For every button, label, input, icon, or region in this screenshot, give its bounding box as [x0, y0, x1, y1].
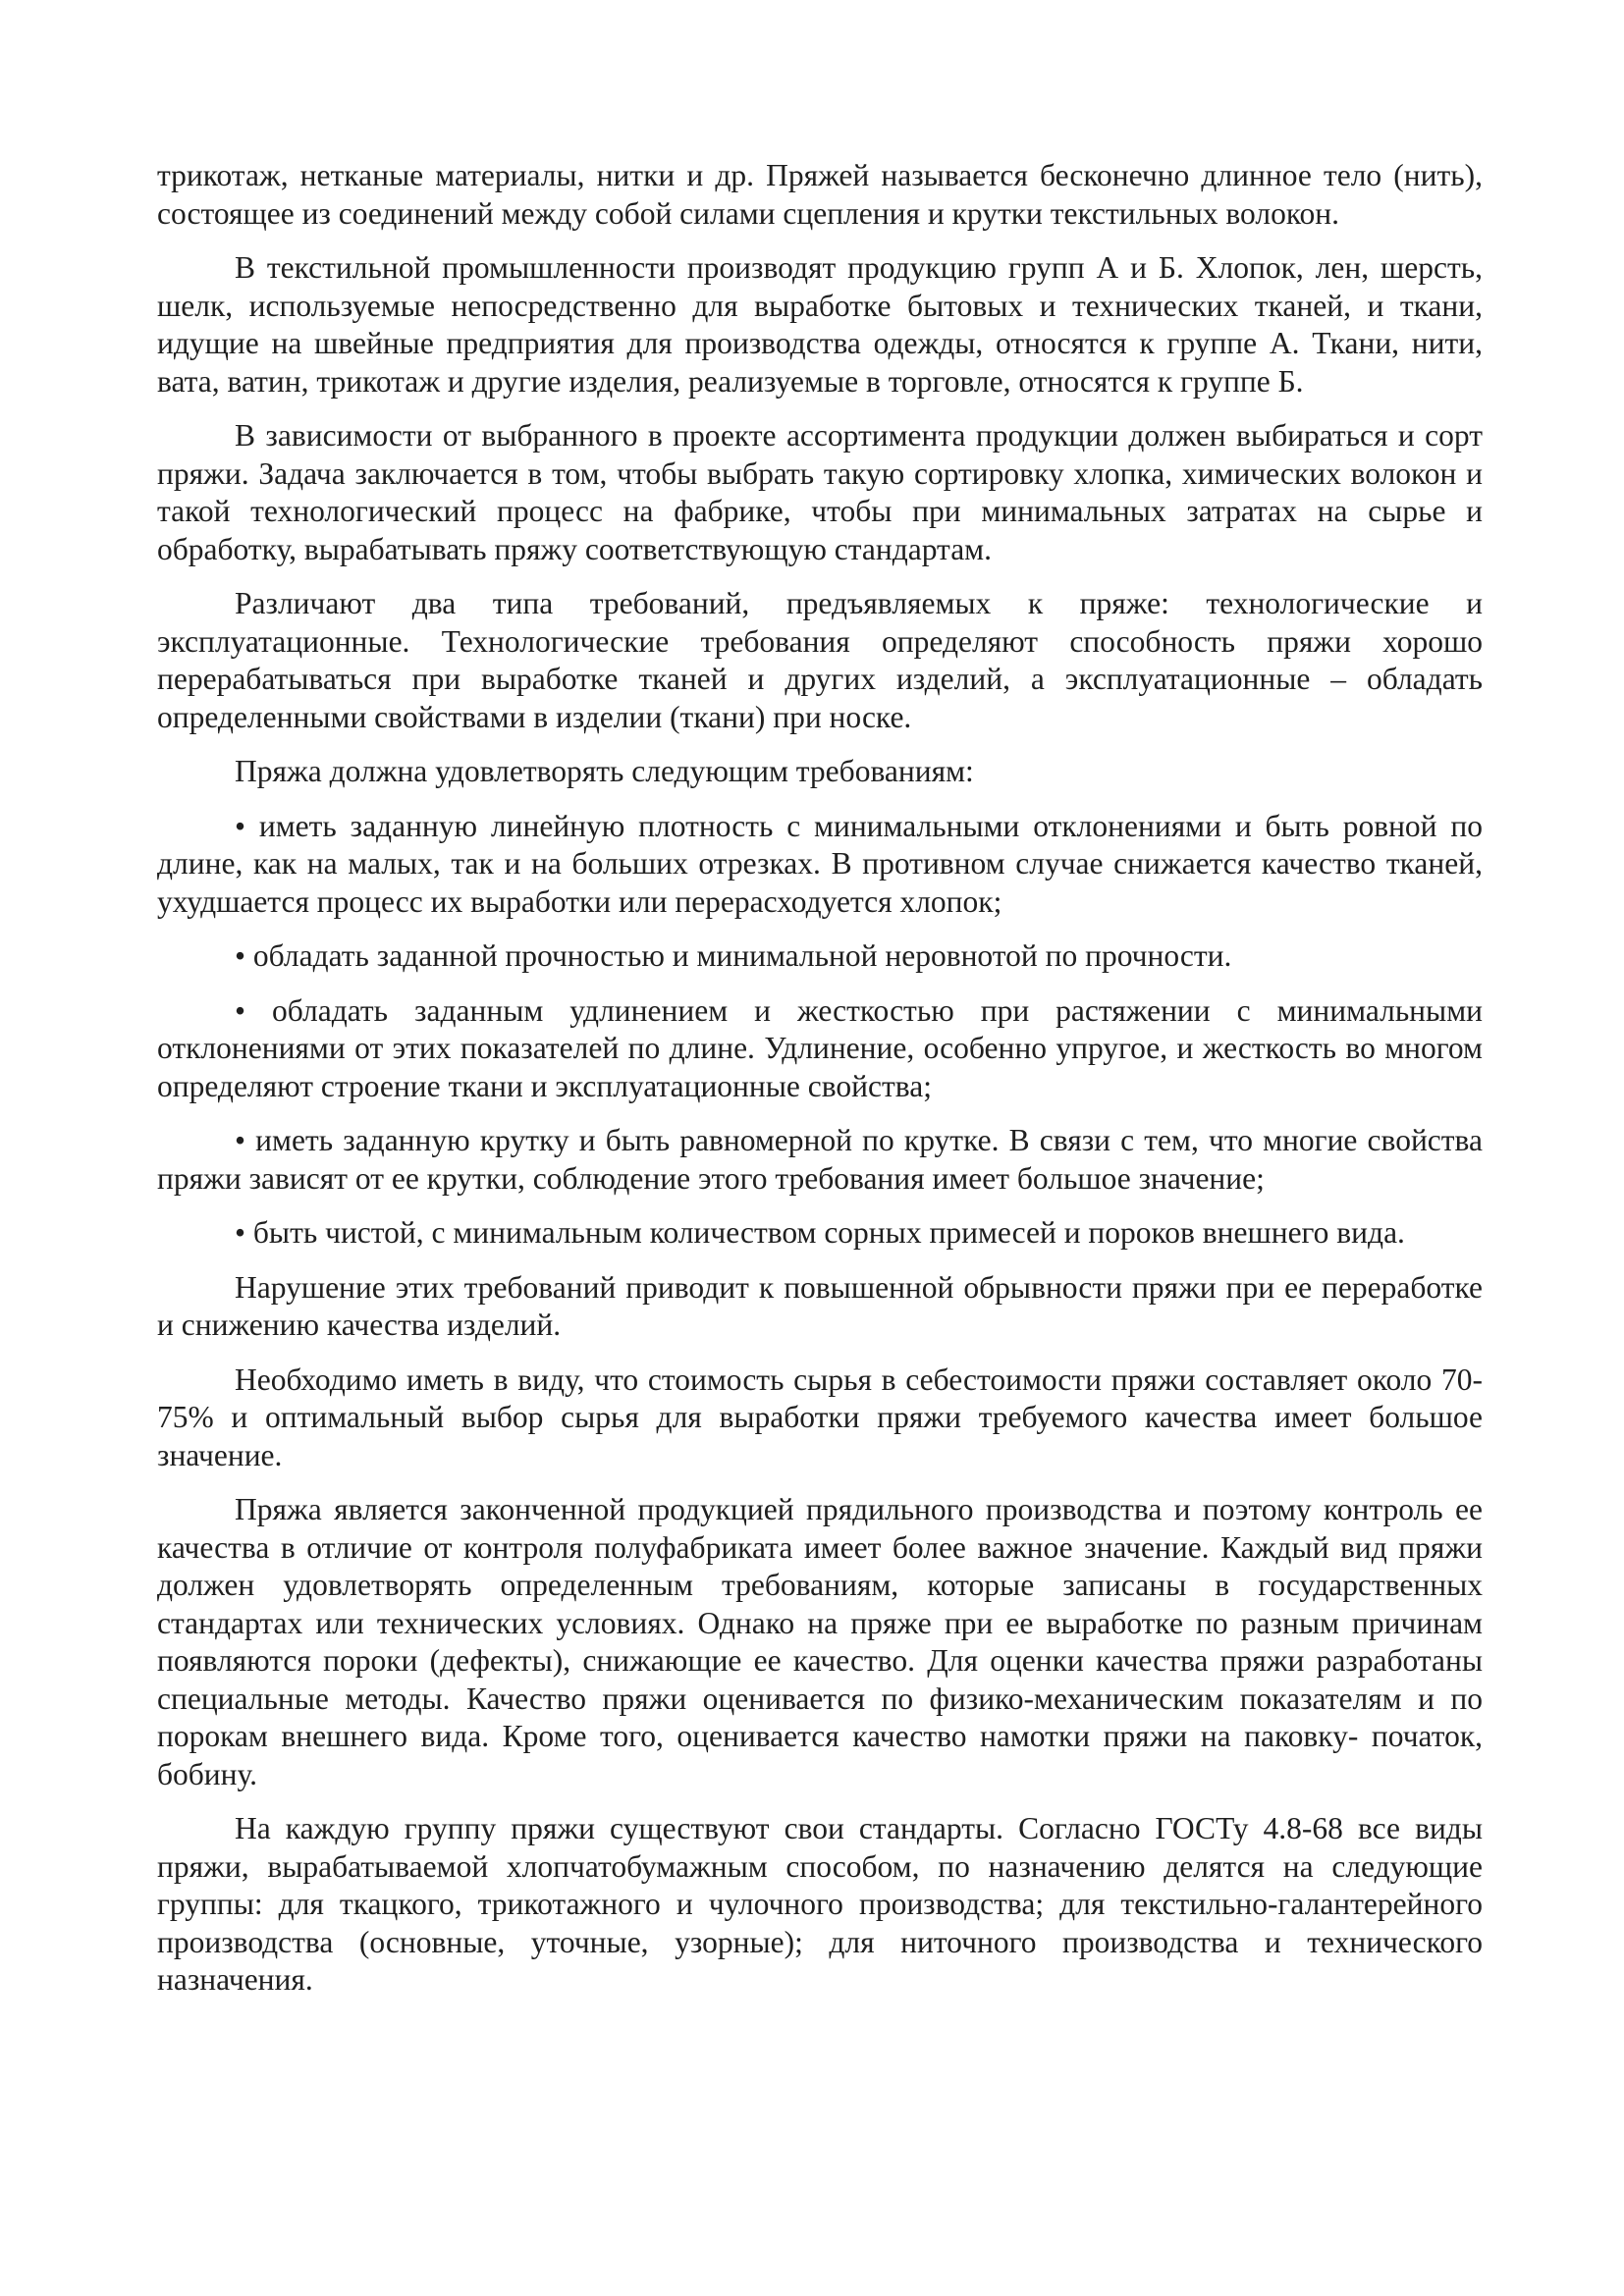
- list-item-twist: • иметь заданную крутку и быть равномерной по крутке. В связи с тем, что многие свойства пряжи зависят от ее крутки, соблюдение этого требования имеет большое значение;: [157, 1123, 1483, 1196]
- paragraph-product-groups: В текстильной промышленности производят продукцию групп А и Б. Хлопок, лен, шерсть, шелк, используемые непосредственно для выработке бытовых и технических тканей, и ткани, идущие на швейные предприятия для производства одежды, относятся к группе А. Ткани, нити, вата, ватин, трикотаж и другие изделия, реализуемые в торговле, относятся к группе Б.: [157, 250, 1483, 399]
- paragraph-yarn-grade: В зависимости от выбранного в проекте ассортимента продукции должен выбираться и сорт пряжи. Задача заключается в том, чтобы выбрать такую сортировку хлопка, химических волокон и такой технологический процесс на фабрике, чтобы при минимальных затратах на сырье и обработку, вырабатывать пряжу соответствующую стандартам.: [157, 418, 1483, 566]
- document-page: [157, 157, 1483, 2016]
- paragraph-standards: На каждую группу пряжи существуют свои стандарты. Согласно ГОСТу 4.8-68 все виды пряжи, вырабатываемой хлопчатобумажным способом, по назначению делятся на следующие группы: для ткацкого, трикотажного и чулочного производства; для текстильно-галантерейного производства (основные, уточные, узорные); для ниточного производства и технического назначения.: [157, 1811, 1483, 1997]
- paragraph-requirement-types: Различают два типа требований, предъявляемых к пряже: технологические и эксплуатационные. Технологические требования определяют способность пряжи хорошо перерабатываться при выработке тканей и других изделий, а эксплуатационные – обладать определенными свойствами в изделии (ткани) при носке.: [157, 586, 1483, 734]
- list-item-strength: • обладать заданной прочностью и минимальной неровнотой по прочности.: [235, 938, 1232, 973]
- paragraph-raw-material-cost: Необходимо иметь в виду, что стоимость сырья в себестоимости пряжи составляет около 70-75% и оптимальный выбор сырья для выработки пряжи требуемого качества имеет большое значение.: [157, 1362, 1483, 1472]
- paragraph-continuation: трикотаж, нетканые материалы, нитки и др. Пряжей называется бесконечно длинное тело (нить), состоящее из соединений между собой силами сцепления и крутки текстильных волокон.: [157, 158, 1483, 231]
- paragraph-quality-control: Пряжа является законченной продукцией прядильного производства и поэтому контроль ее качества в отличие от контроля полуфабриката имеет более важное значение. Каждый вид пряжи должен удовлетворять определенным требованиям, которые записаны в государственных стандартах или технических условиях. Однако на пряже при ее выработке по разным причинам появляются пороки (дефекты), снижающие ее качество. Для оценки качества пряжи разработаны специальные методы. Качество пряжи оценивается по физико-механическим показателям и по порокам внешнего вида. Кроме того, оценивается качество намотки пряжи на паковку- початок, бобину.: [157, 1492, 1483, 1791]
- list-item-linear-density: • иметь заданную линейную плотность с минимальными отклонениями и быть ровной по длине, как на малых, так и на больших отрезках. В противном случае снижается качество тканей, ухудшается процесс их выработки или перерасходуется хлопок;: [157, 808, 1483, 919]
- list-item-cleanliness: • быть чистой, с минимальным количеством сорных примесей и пороков внешнего вида.: [235, 1215, 1405, 1250]
- paragraph-violation: Нарушение этих требований приводит к повышенной обрывности пряжи при ее переработке и снижению качества изделий.: [157, 1269, 1483, 1342]
- paragraph-requirements-intro: Пряжа должна удовлетворять следующим требованиям:: [235, 754, 974, 788]
- list-item-elongation: • обладать заданным удлинением и жесткостью при растяжении с минимальными отклонениями от этих показателей по длине. Удлинение, особенно упругое, и жесткость во многом определяют строение ткани и эксплуатационные свойства;: [157, 992, 1483, 1103]
